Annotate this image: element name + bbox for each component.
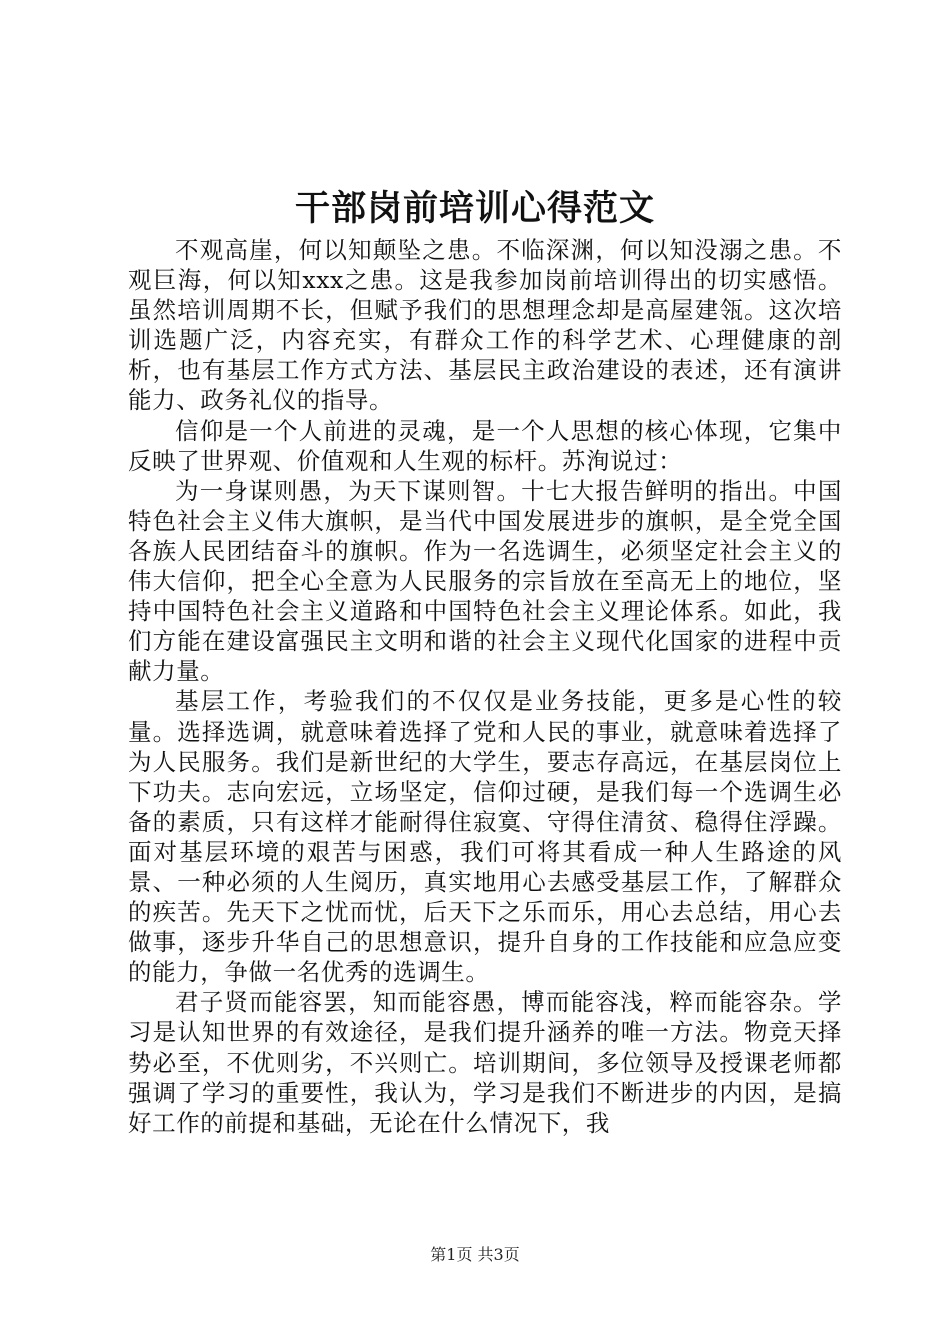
document-body <box>128 235 842 1138</box>
paragraph-5: 君子贤而能容罢，知而能容愚，博而能容浅，粹而能容杂。学习是认知世界的有效途径，是我们提升涵养的唯一方法。物竞天择势必至，不优则劣，不兴则亡。培训期间，多位领导及授课老师都强调了学习的重要性，我认为，学习是我们不断进步的内因，是搞好工作的前提和基础，无论在什么情况下，我 <box>128 988 842 1137</box>
paragraph-1: 不观高崖，何以知颠坠之患。不临深渊，何以知没溺之患。不观巨海，何以知xxx之患。这是我参加岗前培训得出的切实感悟。虽然培训周期不长，但赋予我们的思想理念却是高屋建瓴。这次培训选题广泛，内容充实，有群众工作的科学艺术、心理健康的剖析，也有基层工作方式方法、基层民主政治建设的表述，还有演讲能力、政务礼仪的指导。 <box>128 236 842 415</box>
paragraph-4: 基层工作，考验我们的不仅仅是业务技能，更多是心性的较量。选择选调，就意味着选择了党和人民的事业，就意味着选择了为人民服务。我们是新世纪的大学生，要志存高远，在基层岗位上下功夫。志向宏远，立场坚定，信仰过硬，是我们每一个选调生必备的素质，只有这样才能耐得住寂寞、守得住清贫、稳得住浮躁。面对基层环境的艰苦与困惑，我们可将其看成一种人生路途的风景、一种必须的人生阅历，真实地用心去感受基层工作，了解群众的疾苦。先天下之忧而忧，后天下之乐而乐，用心去总结，用心去做事，逐步升华自己的思想意识，提升自身的工作技能和应急应变的能力，争做一名优秀的选调生。 <box>128 687 842 987</box>
document-title: 干部岗前培训心得范文 <box>294 188 655 229</box>
paragraph-3: 为一身谋则愚，为天下谋则智。十七大报告鲜明的指出。中国特色社会主义伟大旗帜，是当代中国发展进步的旗帜，是全党全国各族人民团结奋斗的旗帜。作为一名选调生，必须坚定社会主义的伟大信仰，把全心全意为人民服务的宗旨放在至高无上的地位，坚持中国特色社会主义道路和中国特色社会主义理论体系。如此，我们方能在建设富强民主文明和谐的社会主义现代化国家的进程中贡献力量。 <box>128 476 842 686</box>
paragraph-2: 信仰是一个人前进的灵魂，是一个人思想的核心体现，它集中反映了世界观、价值观和人生观的标杆。苏洵说过： <box>128 416 842 475</box>
page-footer: 第1页 共3页 <box>430 1245 520 1264</box>
